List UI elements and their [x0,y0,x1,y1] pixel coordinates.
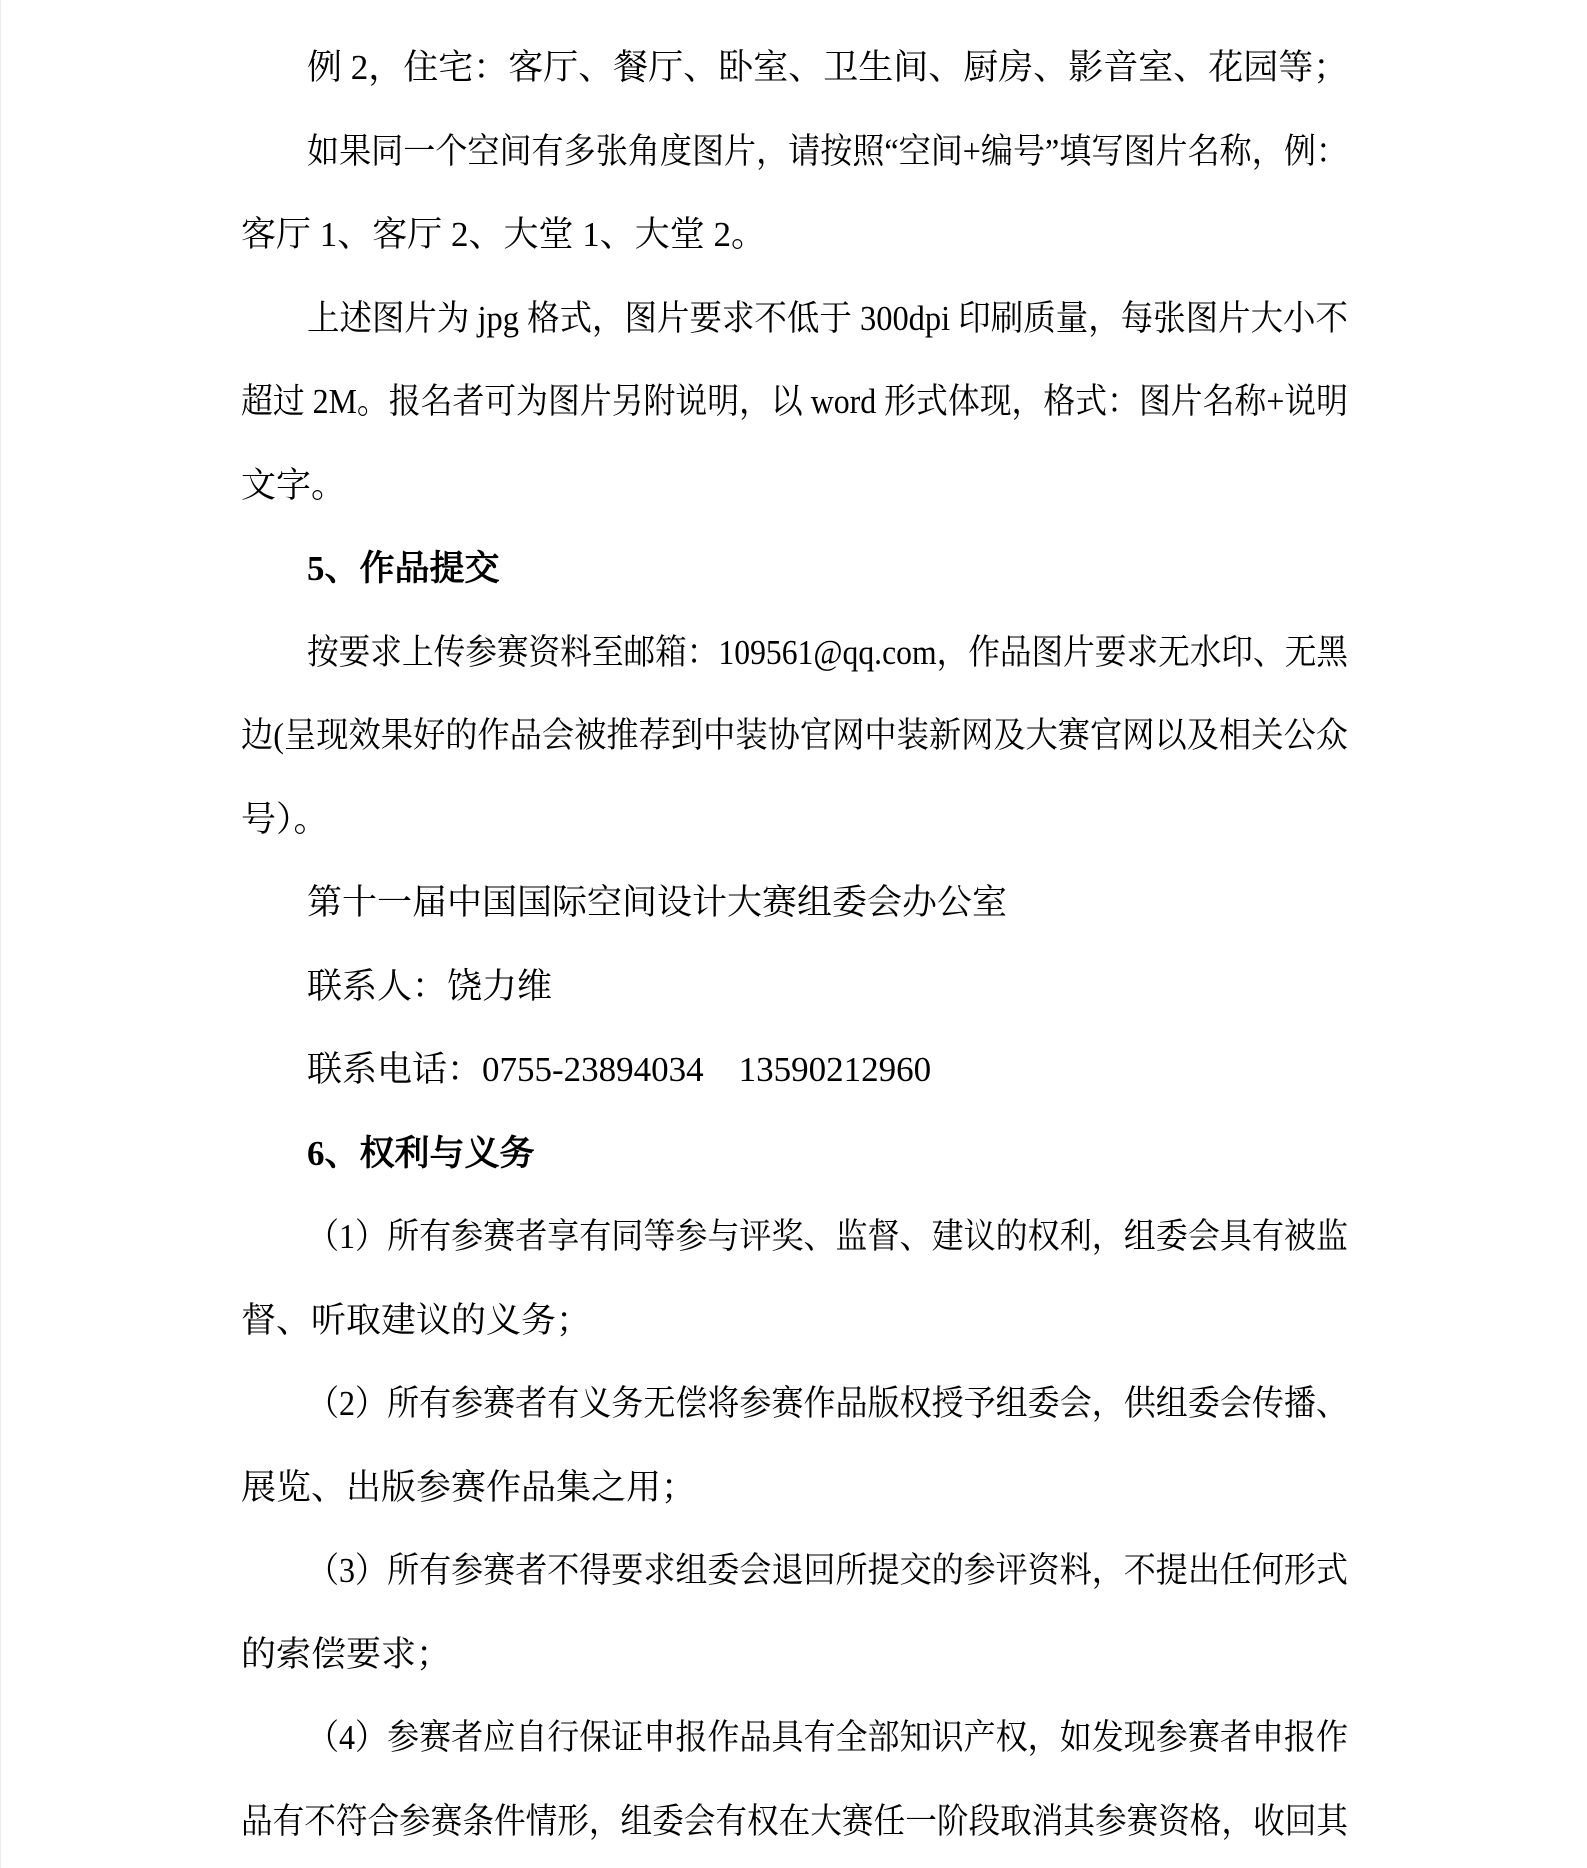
text-line-content: 超过 2M。报名者可为图片另附说明，以 word 形式体现，格式：图片名称+说明 [241,382,1348,421]
text-line-content: 6、权利与义务 [307,1133,535,1173]
text-line [241,444,1347,528]
text-line-content: 督、听取建议的义务； [241,1300,592,1340]
text-line [241,360,1347,444]
text-line [241,1195,1347,1279]
text-line-content: 上述图片为 jpg 格式，图片要求不低于 300dpi 印刷质量，每张图片大小不 [307,298,1348,338]
text-line [241,110,1347,194]
text-line-content: 例 2，住宅：客厅、餐厅、卧室、卫生间、厨房、影音室、花园等； [307,48,1349,87]
text-line [241,861,1347,945]
text-line-content: （4）参赛者应自行保证申报作品具有全部知识产权，如发现参赛者申报作 [307,1718,1348,1757]
text-line [241,945,1347,1029]
text-line [241,1362,1347,1446]
text-line-content: （1）所有参赛者享有同等参与评奖、监督、建议的权利，组委会具有被监 [307,1217,1348,1256]
section-heading [241,527,1347,611]
text-line-content: 联系电话：0755-23894034 13590212960 [307,1050,932,1089]
text-line [241,277,1347,361]
document-text-block [241,26,1347,1863]
text-line-content: 边(呈现效果好的作品会被推荐到中装协官网中装新网及大赛官网以及相关公众 [241,716,1348,755]
text-line [241,1696,1347,1780]
text-line [241,1613,1347,1697]
text-line [241,778,1347,862]
text-line-content: （3）所有参赛者不得要求组委会退回所提交的参评资料，不提出任何形式 [307,1551,1348,1590]
text-line-content: （2）所有参赛者有义务无偿将参赛作品版权授予组委会，供组委会传播、 [307,1384,1348,1423]
text-line-content: 客厅 1、客厅 2、大堂 1、大堂 2。 [241,215,767,254]
text-line [241,1279,1347,1363]
text-line [241,1529,1347,1613]
section-heading [241,1112,1347,1196]
text-line-content: 品有不符合参赛条件情形，组委会有权在大赛任一阶段取消其参赛资格，收回其 [241,1801,1348,1841]
text-line-content: 联系人：饶力维 [307,966,553,1006]
text-line [241,611,1347,695]
text-line [241,1446,1347,1530]
text-line-content: 展览、出版参赛作品集之用； [241,1467,697,1507]
text-line [241,26,1347,110]
text-line [241,1780,1347,1864]
text-line [241,694,1347,778]
text-line-content: 5、作品提交 [307,549,500,588]
text-line-content: 第十一届中国国际空间设计大赛组委会办公室 [307,883,1008,922]
text-line-content: 按要求上传参赛资料至邮箱：109561@qq.com，作品图片要求无水印、无黑 [307,632,1348,672]
text-line [241,1028,1347,1112]
text-line-content: 文字。 [241,465,347,505]
text-line [241,193,1347,277]
text-line-content: 如果同一个空间有多张角度图片，请按照“空间+编号”填写图片名称，例： [307,131,1348,171]
text-line-content: 的索偿要求； [241,1634,452,1674]
text-line-content: 号）。 [241,799,329,839]
